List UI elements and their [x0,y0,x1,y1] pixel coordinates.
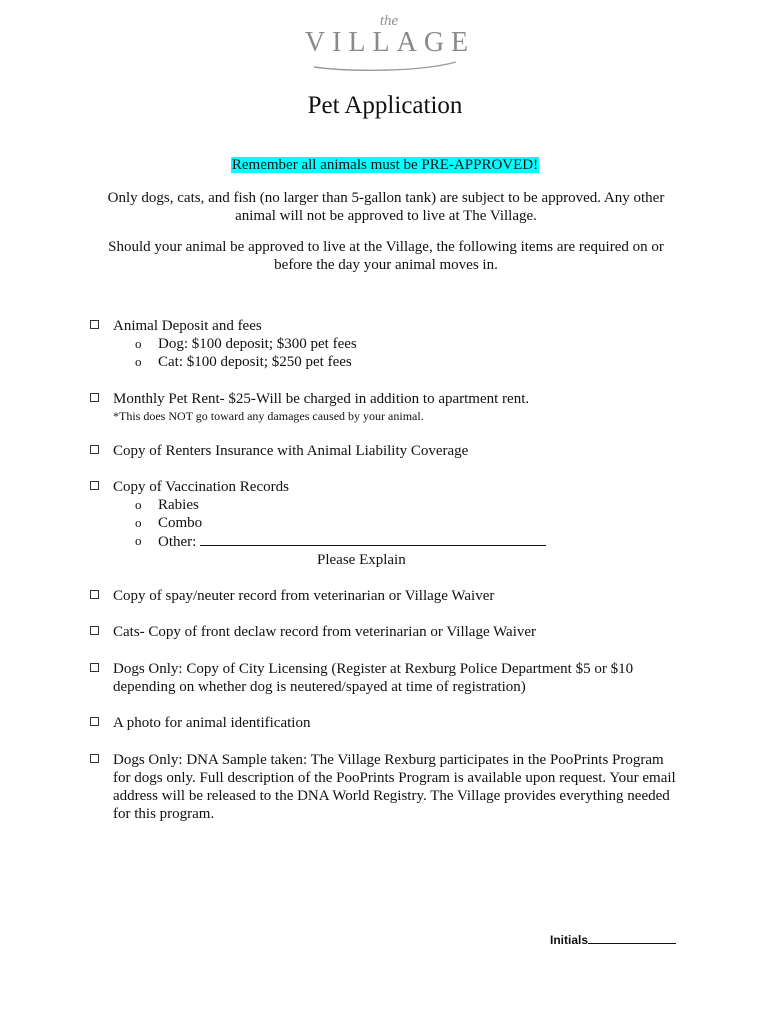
village-logo [0,14,770,72]
requirements-paragraph: Should your animal be approved to live at the Village, the following items are required on or before the day your animal moves in. [108,239,664,273]
logo-village-text: VILLAGE [304,27,476,58]
checklist-item-dna [90,751,680,823]
checklist-item-deposit [90,317,680,371]
item-label: Copy of Renters Insurance with Animal Liability Coverage [113,443,469,459]
sub-item-text: Rabies [158,497,199,513]
checkbox[interactable] [90,717,99,726]
sub-item-text: Combo [158,515,203,531]
checkbox[interactable] [90,393,99,402]
item-note: *This does NOT go toward any damages caused by your animal. [113,409,424,423]
item-label: Cats- Copy of front declaw record from veterinarian or Village Waiver [113,624,537,640]
logo-the-text: the [379,13,399,29]
item-label: Animal Deposit and fees [113,318,262,334]
checkbox[interactable] [90,754,99,763]
checkbox[interactable] [90,663,99,672]
initials-blank[interactable] [588,931,676,944]
bullet-icon: o [135,336,142,351]
checkbox[interactable] [90,320,99,329]
item-label: A photo for animal identification [113,715,311,731]
sub-item-text: Dog: $100 deposit; $300 pet fees [158,336,357,352]
reminder-line [0,157,770,174]
sub-item [135,353,680,371]
checklist-item-licensing [90,660,680,696]
page-title: Pet Application [307,92,463,119]
bullet-icon: o [135,515,142,530]
item-label: Copy of Vaccination Records [113,479,289,495]
checklist-item-spay [90,587,680,605]
explain-caption: Please Explain [317,552,406,568]
checklist-item-declaw [90,623,680,641]
bullet-icon: o [135,497,142,512]
eligibility-paragraph: Only dogs, cats, and fish (no larger than 5-gallon tank) are subject to be approved. Any other animal will not be approved to live at The Village. [107,190,665,224]
checkbox[interactable] [90,445,99,454]
logo-swash-icon [310,58,460,72]
reminder-highlight: Remember all animals must be PRE-APPROVED! [231,157,539,173]
checklist-item-vaccination [90,478,680,569]
bullet-icon: o [135,354,142,369]
sub-item [135,335,680,353]
sub-item [135,532,680,551]
other-blank-field[interactable] [200,532,546,546]
initials-label: Initials [550,933,589,947]
checklist-item-insurance [90,442,680,460]
checklist-item-rent [90,390,680,424]
sub-item-text: Other: [158,534,197,550]
checklist-item-photo [90,714,680,732]
initials-field [550,931,676,947]
item-label: Monthly Pet Rent- $25-Will be charged in addition to apartment rent. [113,391,530,407]
sub-item [135,514,680,532]
item-label: Copy of spay/neuter record from veterinarian or Village Waiver [113,588,495,604]
checkbox[interactable] [90,481,99,490]
bullet-icon: o [135,533,142,548]
sub-item-text: Cat: $100 deposit; $250 pet fees [158,354,352,370]
checkbox[interactable] [90,626,99,635]
item-label: Dogs Only: Copy of City Licensing (Register at Rexburg Police Department $5 or $10 depending on whether dog is neutered/spayed at time of registration) [113,661,634,695]
item-label: Dogs Only: DNA Sample taken: The Village Rexburg participates in the PooPrints Program for dogs only. Full description of the PooPrints Program is available upon request. Your email address will be released to the DNA World Registry. The Village provides everything needed for this program. [113,752,676,822]
sub-item [135,496,680,514]
checkbox[interactable] [90,590,99,599]
